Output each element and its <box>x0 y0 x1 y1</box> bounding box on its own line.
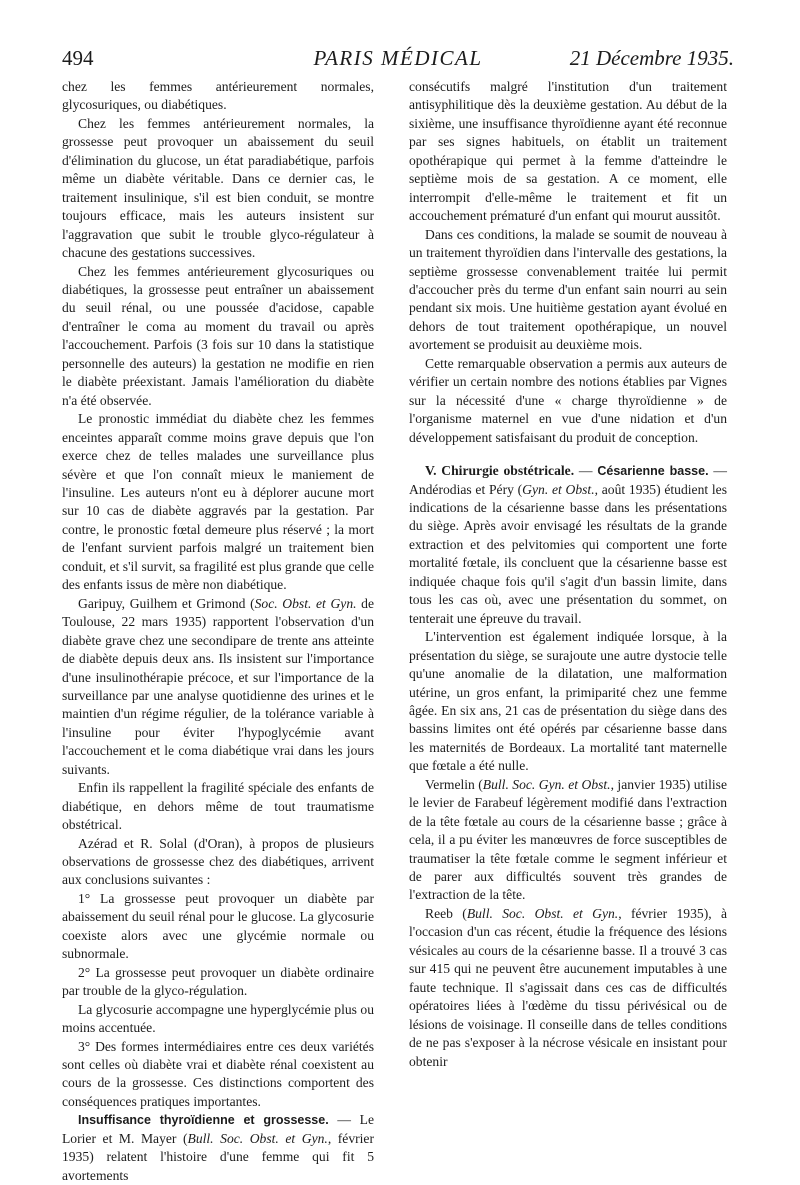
section-paragraph <box>409 462 727 628</box>
paragraph: Cette remarquable observation a permis aux auteurs de vérifier un certain nombre des notions établies par Vignes sur la nécessité d'une « charge thyroïdienne » de l'organisme maternel en vue d'une nidation et d'un développement satisfaisant du produit de conception. <box>409 355 727 445</box>
authors: — Andérodias et Péry ( <box>409 463 727 497</box>
section-heading: V. Chirurgie obstétricale. <box>425 463 575 479</box>
paragraph-text: , février 1935) relatent l'histoire d'une femme qui fit 5 avortements <box>62 1130 374 1183</box>
paragraph-text: de Toulouse, 22 mars 1935) rapportent l'observation d'un diabète grave chez une secondipare de trente ans atteinte de diabète depuis deux ans. Ils insistent sur l'importance d'une insulinothérapie précoce, et sur l'importance de la surveillance par une analyse quotidienne des urines et le maintien d'un régime régulier, de la tolérance variable à l'insuline pour éviter l'hypoglycémie avant l'accouchement et le coma diabétique vrai dans les jours suivants. <box>62 595 374 777</box>
paragraph-text: , février 1935), à l'occasion d'un cas récent, étudie la fréquence des lésions vésicales au cours de la césarienne basse. Il a trouvé 3 cas sur 415 qui ne peuvent être aucunement imputables à une faute technique. Il s'agissait dans ces cas de difficultés opératoires liées à l'œdème du tissu périvésical ou de lésions de voisinage. Il conseille dans de telles conditions de ne pas s'exposer à la nécrose vésicale en insistant pour obtenir <box>409 905 728 1069</box>
paragraph: Dans ces conditions, la malade se soumit de nouveau à un traitement thyroïdien dans l'intervalle des gestations, la septième grossesse convenablement traitée lui permit d'accoucher près du terme d'un enfant sain nourri au sein pendant six mois. Une huitième gestation ayant évolué en dehors de tout traitement opothérapique, un nouvel avortement se produisit au deuxième mois. <box>409 226 727 353</box>
paragraph-text: , août 1935) étudient les indications de la césarienne basse dans les présentations du siège. Après avoir envisagé les résultats de la grande extraction et des pelvitomies qui comportent une forte mortalité fœtale, ils concluent que la césarienne basse est indiquée chaque fois qu'il s'agit d'un bassin limite, dans tous les cas où, avec une présentation du sommet, on tenterait une épreuve du travail. <box>409 481 728 626</box>
reference: Soc. Obst. et Gyn. <box>254 595 357 611</box>
paragraph <box>62 595 374 780</box>
authors: Reeb ( <box>425 905 467 921</box>
page-header <box>62 44 734 74</box>
paragraph: 2° La grossesse peut provoquer un diabète ordinaire par trouble de la glyco-régulation. <box>62 964 374 999</box>
paragraph: Enfin ils rappellent la fragilité spéciale des enfants de diabétique, en dehors même de tout traumatisme obstétrical. <box>62 780 374 833</box>
reference: Bull. Soc. Obst. et Gyn. <box>466 905 619 921</box>
authors: Garipuy, Guilhem et Grimond ( <box>78 595 255 611</box>
section-heading: Insuffisance thyroïdienne et grossesse. <box>78 1113 329 1128</box>
authors: — Le Lorier et M. Mayer ( <box>62 1112 375 1146</box>
reference: Bull. Soc. Obst. et Gyn. <box>187 1130 328 1146</box>
paragraph: chez les femmes antérieurement normales, glycosuriques, ou diabétiques. <box>62 79 374 113</box>
paragraph: Chez les femmes antérieurement glycosuriques ou diabétiques, la grossesse peut entraîner un abaissement du seuil rénal, ou une poussée d'acidose, capable d'entraîner le coma au moment du travail ou après l'accouchement. Parfois (3 fois sur 10 dans la statistique personnelle des auteurs) la gestation ne modifie en rien le diabète préexistant. Jamais l'amélioration du diabète n'a été observée. <box>62 263 374 408</box>
paragraph <box>62 1111 374 1185</box>
paragraph: consécutifs malgré l'institution d'un traitement antisyphilitique dès la deuxième gestation. Au début de la sixième, une insuffisance thyroïdienne ayant été reconnue par ses signes habituels, on établit un traitement opothérapique qui permet à la femme d'atteindre le septième mois de sa gestation. A ce moment, elle interrompit d'elle-même le traitement et fit un accouchement prématuré d'un enfant qui mourut aussitôt. <box>409 79 727 224</box>
paragraph <box>409 776 727 905</box>
paragraph: Le pronostic immédiat du diabète chez les femmes enceintes apparaît comme moins grave depuis que l'on exerce chez de telles malades une surveillance plus sévère et que l'on connaît mieux le maniement de l'insuline. Les auteurs n'ont eu à déplorer aucune mort sur 10 cas de diabète aggravés par la gestation. Par contre, le pronostic fœtal demeure plus réservé ; la mort de l'enfant survient parfois malgré un traitement bien conduit, et s'il survit, sa fragilité est plus grande que celle des enfants issus de mère non diabétique. <box>62 411 374 593</box>
journal-title: PARIS MÉDICAL <box>313 46 483 70</box>
paragraph: 1° La grossesse peut provoquer un diabète par abaissement du seuil rénal pour le glucose. La glycosurie coexiste alors avec une glycémie normale ou subnormale. <box>62 890 374 962</box>
reference: Gyn. et Obst. <box>522 481 595 497</box>
paragraph-text: , janvier 1935) utilise le levier de Farabeuf légèrement modifié dans l'extraction de la tête fœtale au cours de la césarienne basse ; grâce à cela, il a pu éviter les manœuvres de force susceptibles de traumatiser la tête fœtale comme le segment inférieur et de parer aux difficultés souvent très grandes de l'extraction de la tête. <box>409 776 727 903</box>
page-number: 494 <box>62 46 94 70</box>
paragraph <box>409 905 727 1071</box>
section-subheading: Césarienne basse. <box>597 464 709 479</box>
authors: Vermelin ( <box>425 776 483 792</box>
section-dash: — <box>574 463 598 479</box>
issue-date: 21 Décembre 1935. <box>569 46 734 70</box>
paragraph: Azérad et R. Solal (d'Oran), à propos de plusieurs observations de grossesse chez des diabétiques, arrivent aux conclusions suivantes : <box>62 835 374 888</box>
left-column <box>62 78 374 1185</box>
paragraph: Chez les femmes antérieurement normales, la grossesse peut provoquer un abaissement du seuil d'élimination du glucose, un état paradiabétique, parfois même un diabète véritable. Dans ce dernier cas, le traitement insulinique, s'il est bien conduit, se montre toujours efficace, mais les auteurs insistent sur l'aggravation que subit le trouble glyco-régulateur à chacune des gestations successives. <box>62 115 374 261</box>
paragraph: L'intervention est également indiquée lorsque, à la présentation du siège, se surajoute une autre dystocie telle qu'une anomalie de la dilatation, une malformation utérine, un gros enfant, la primiparité chez une femme âgée. En six ans, 21 cas de présentation du siège dans des bassins limites ont été opérés par césarienne basse dans les maternités de Bordeaux. La mortalité tant maternelle que fœtale a été nulle. <box>409 629 727 774</box>
paragraph: 3° Des formes intermédiaires entre ces deux variétés sont celles où diabète vrai et diabète rénal coexistent au cours de la grossesse. Ces distinctions comportent des conséquences pratiques importantes. <box>62 1038 374 1109</box>
right-column <box>409 78 727 1071</box>
reference: Bull. Soc. Gyn. et Obst. <box>482 776 611 792</box>
paragraph: La glycosurie accompagne une hyperglycémie plus ou moins accentuée. <box>62 1001 374 1036</box>
